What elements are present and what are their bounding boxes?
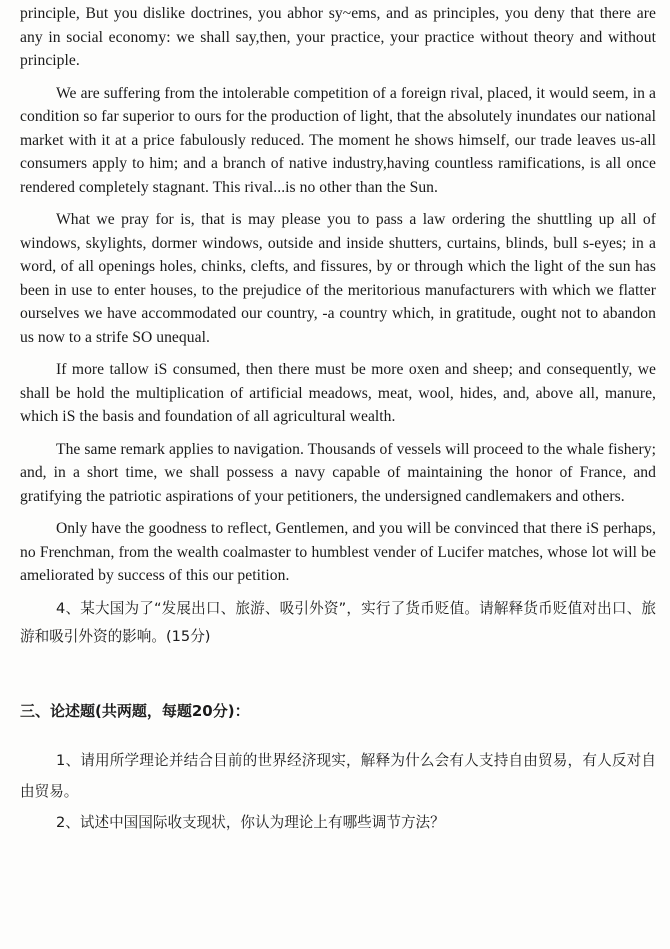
section-3-question-1: 1、请用所学理论并结合目前的世界经济现实，解释为什么会有人支持自由贸易，有人反对自由贸易。 [20,751,656,800]
petition-paragraph-4: If more tallow iS consumed, then there must be more oxen and sheep; and consequently, we shall be hold the multiplication of artificial meadows, meat, wool, hides, and, above all, manure, which iS the basis and foundation of all agricultural wealth. [20,361,656,425]
page-text [20,2,656,837]
petition-paragraph-5: The same remark applies to navigation. Thousands of vessels will proceed to the whale fishery; and, in a short time, we shall possess a navy capable of maintaining the honor of France, and gratifying the patriotic aspirations of your petitioners, the undersigned candlemakers and others. [20,440,656,505]
section-3-question-2: 2、试述中国国际收支现状，你认为理论上有哪些调节方法？ [56,813,445,831]
petition-paragraph-3: What we pray for is, that is may please you to pass a law ordering the shuttling up all of windows, skylights, dormer windows, outside and inside shutters, curtains, blinds, bull s-eyes; in a word, of all openings holes, chinks, clefts, and fissures, by or through which the light of the sun has been in use to enter houses, to the prejudice of the meritorious manufacturers with which we flatter ourselves we have accommodated our country, -a country which, in gratitude, ought not to abandon us now to a strife SO unequal. [20,211,656,346]
petition-paragraph-1: principle, But you dislike doctrines, you abhor sy~ems, and as principles, you deny that there are any in social economy: we shall say,then, your practice, your practice without theory and without principle. [20,5,656,69]
section-3-heading: 三、论述题(共两题，每题20分)： [20,701,250,720]
petition-paragraph-6: Only have the goodness to reflect, Gentlemen, and you will be convinced that there iS perhaps, no Frenchman, from the wealth coalmaster to humblest vender of Lucifer matches, whose lot will be ameliorated by success of this our petition. [20,520,656,584]
question-4: 4、某大国为了“发展出口、旅游、吸引外资”，实行了货币贬值。请解释货币贬值对出口、旅游和吸引外资的影响。(15分) [20,599,656,645]
petition-paragraph-2: We are suffering from the intolerable competition of a foreign rival, placed, it would seem, in a condition so far superior to ours for the production of light, that the absolutely inundates our national market with it at a price fabulously reduced. The moment he shows himself, our trade leaves us-all consumers apply to him; and a branch of native industry,having countless ramifications, is all once rendered completely stagnant. This rival...is no other than the Sun. [20,84,656,196]
